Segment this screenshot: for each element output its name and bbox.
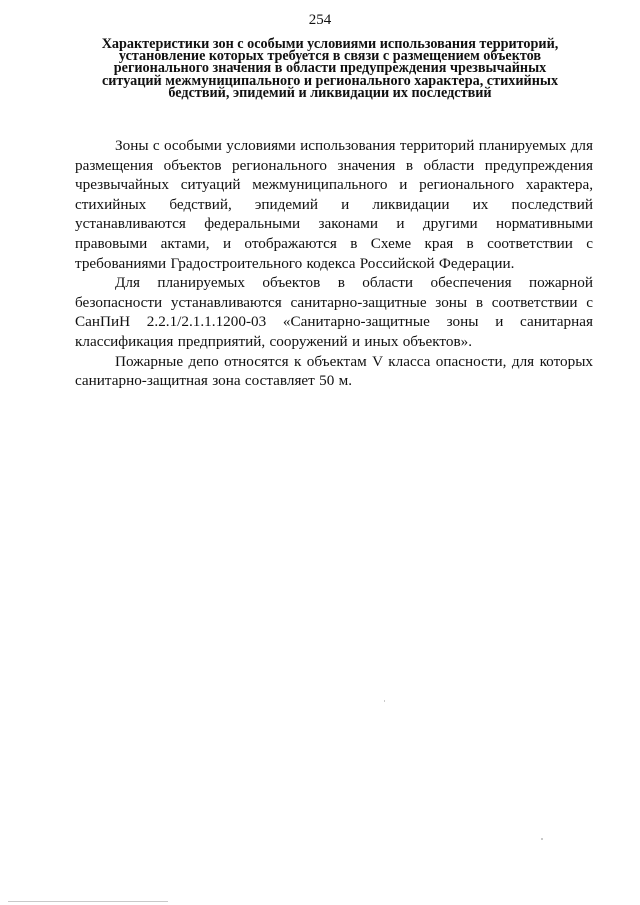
heading-line: Характеристики зон с особыми условиями использования территорий, [101, 36, 559, 52]
paragraph-zones: Зоны с особыми условиями использования территорий планируемых для размещения объектов регионального значения в области предупреждения чрезвычайных ситуаций межмуниципального и регионального характера, стихийных бедствий, эпидемий и ликвидации их последствий устанавливаются федеральными законами и другими нормативными правовыми актами, и отображаются в Схеме края в соответствии с требованиями Градостроительного кодекса Российской Федерации. [75, 137, 593, 272]
section-heading [70, 38, 590, 99]
paragraph-fire-safety: Для планируемых объектов в области обеспечения пожарной безопасности устанавливаются санитарно-защитные зоны в соответствии с СанПиН 2.2.1/2.1.1.1200-03 «Санитарно-защитные зоны и санитарная классификация предприятий, сооружений и иных объектов». [75, 274, 593, 350]
scan-artifact [541, 838, 543, 840]
scan-artifact [8, 901, 168, 902]
paragraph-fire-depots: Пожарные депо относятся к объектам V класса опасности, для которых санитарно-защитная зона составляет 50 м. [75, 352, 593, 390]
page-number: 254 [308, 12, 332, 28]
body-text [75, 136, 593, 391]
heading-line: регионального значения в области предупреждения чрезвычайных [113, 60, 547, 77]
heading-line: бедствий, эпидемий и ликвидации их последствий [168, 84, 492, 101]
scan-artifact [384, 700, 385, 702]
heading-line: установление которых требуется в связи с размещением объектов [118, 48, 542, 65]
heading-line: ситуаций межмуниципального и регионального характера, стихийных [101, 72, 559, 89]
